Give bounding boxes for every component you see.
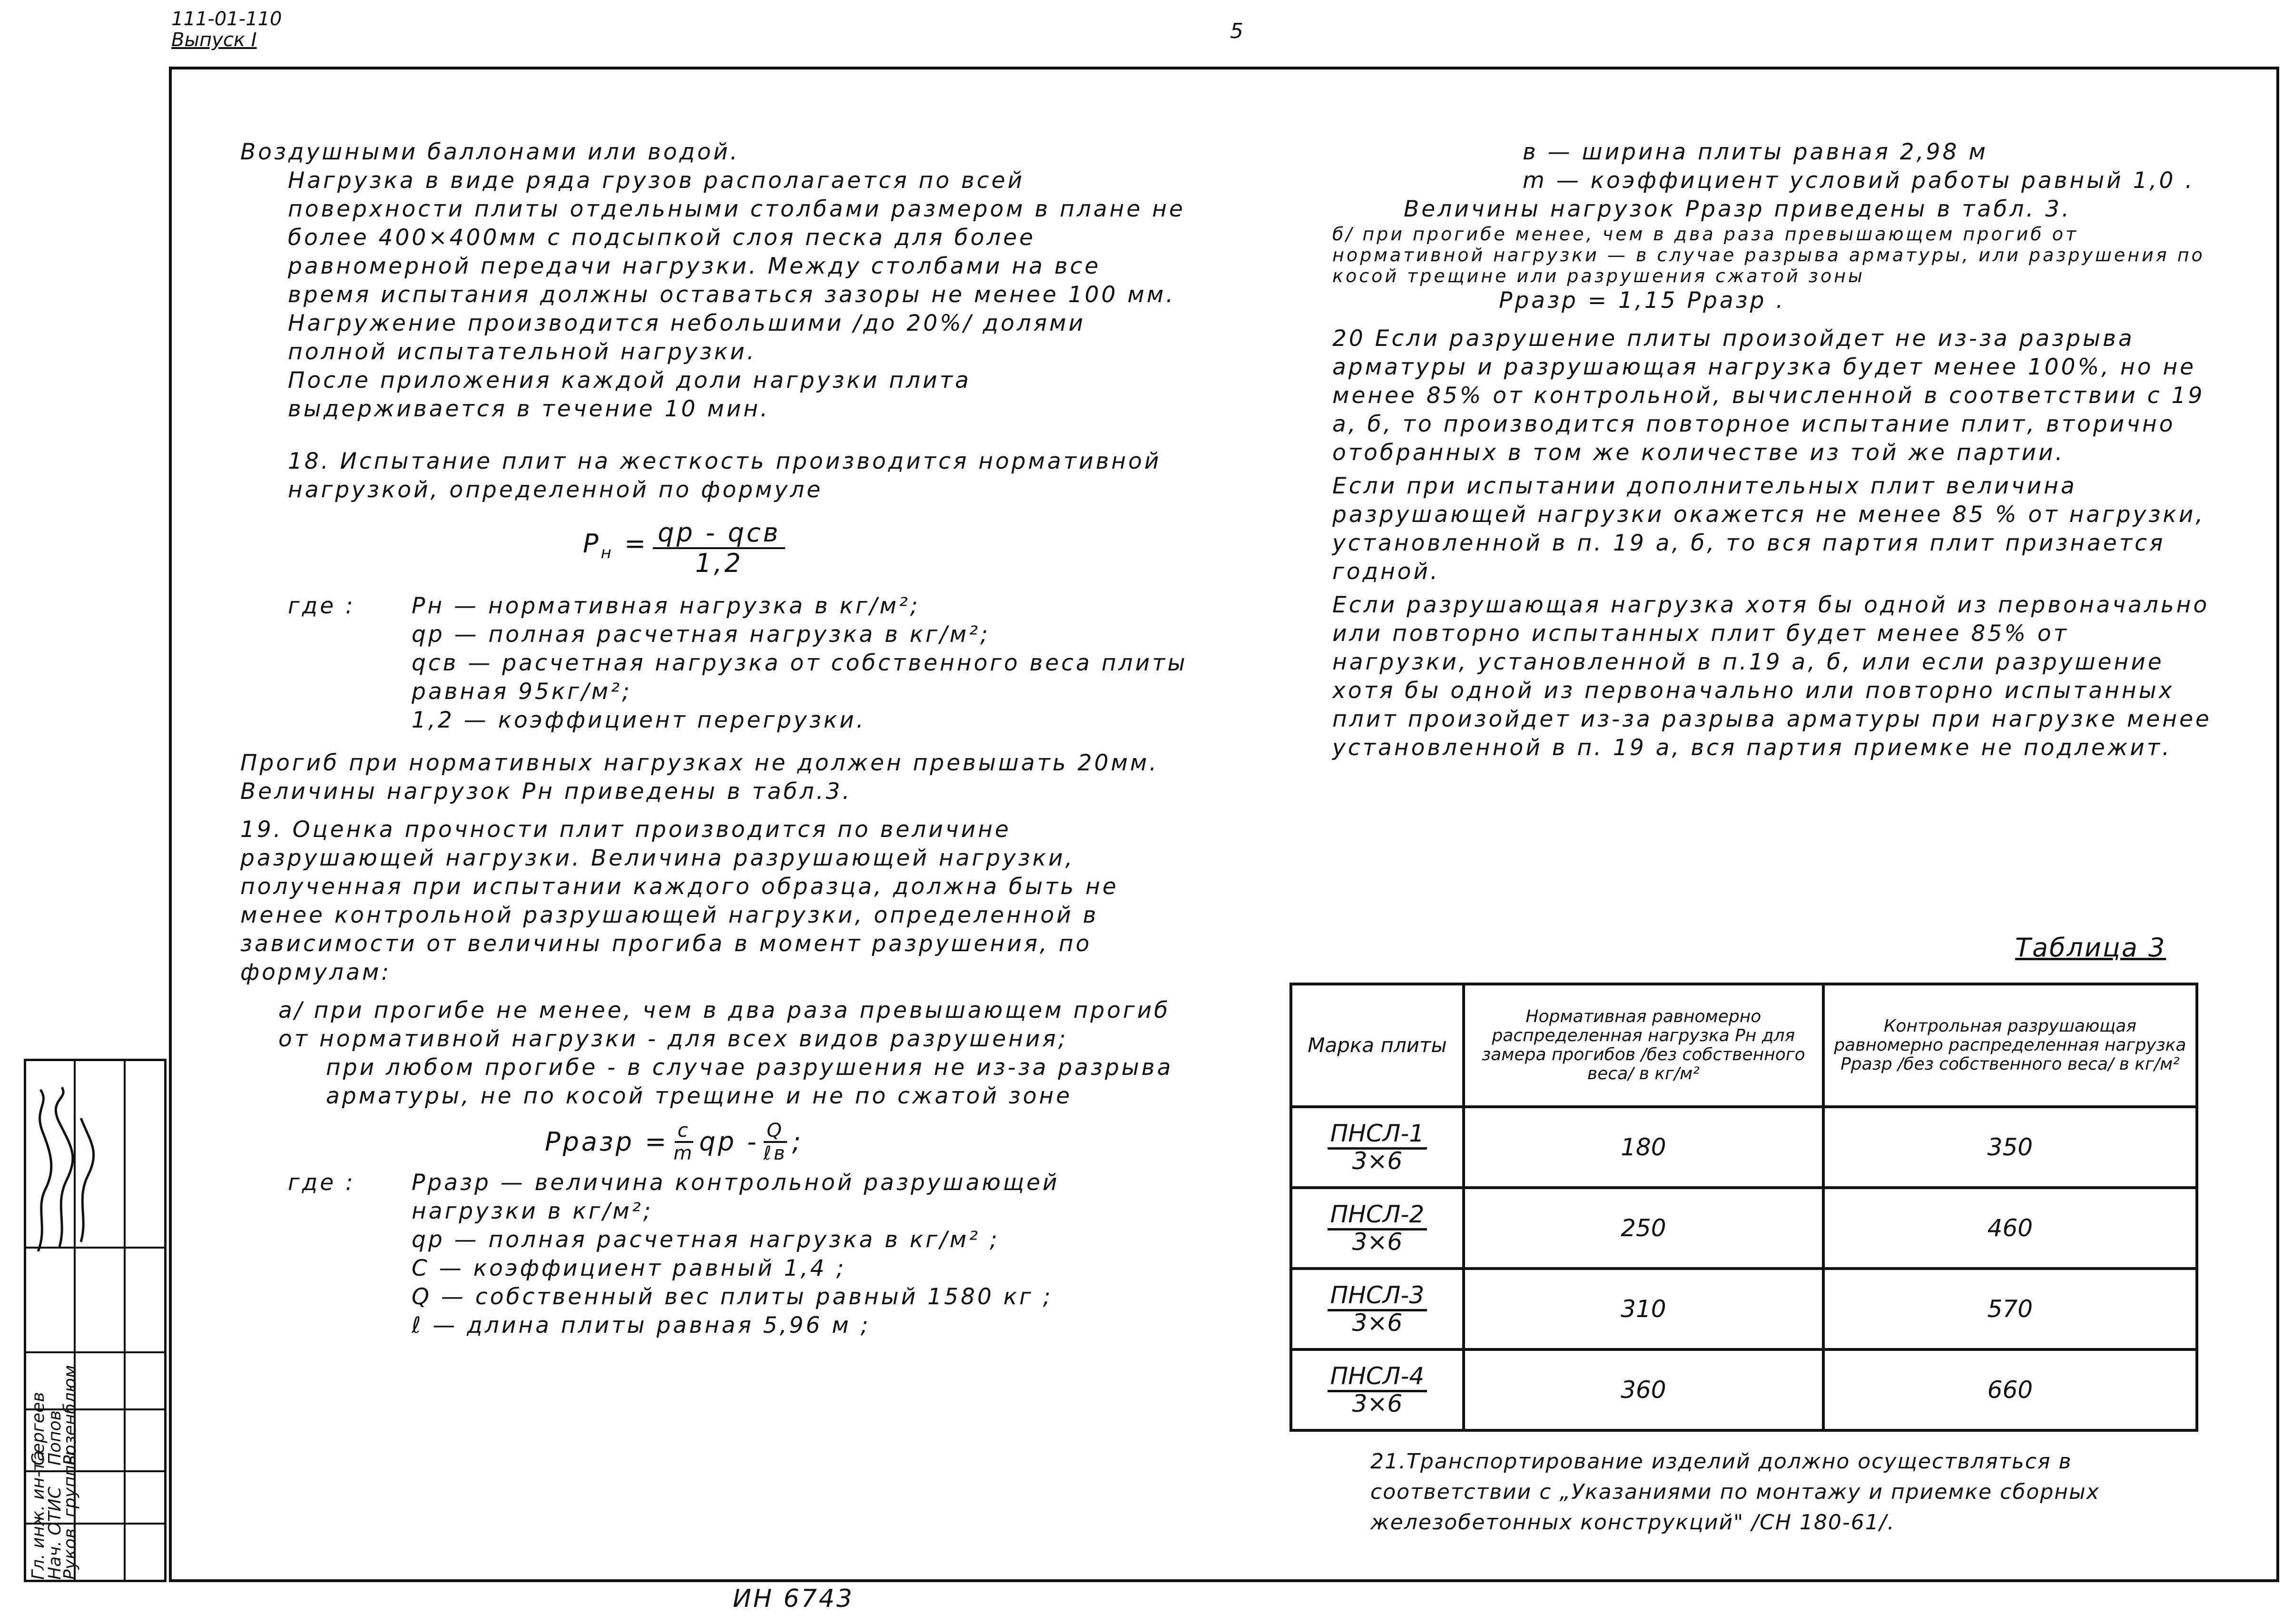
where-item: qp — полная расчетная нагрузка в кг/м²; bbox=[412, 621, 990, 648]
cell-control: 660 bbox=[1823, 1349, 2197, 1430]
where-block-2 bbox=[240, 1169, 1192, 1340]
paragraph: Если разрушающая нагрузка хотя бы одной из первоначально или повторно испытанных плит будет менее 85% от нагрузки, установленной в п.19 а, б, или если разрушение хотя бы одной из первоначально или повторно испытанных плит произойдет из-за разрыва арматуры при нагрузке менее установленной в п. 19 а, вся партия приемке не подлежит. bbox=[1332, 592, 2212, 761]
archive-number: ИН 6743 bbox=[733, 1585, 854, 1613]
table-row bbox=[1291, 1269, 2197, 1349]
where-block-1 bbox=[240, 592, 1192, 735]
where-item: 1,2 — коэффициент перегрузки. bbox=[412, 707, 866, 733]
page-number: 5 bbox=[1230, 19, 1243, 43]
stamp-name: Сергеев bbox=[29, 1392, 48, 1466]
formula-pr-b: Pразр = 1,15 Pразр . bbox=[1499, 287, 1786, 314]
cell-mark: ПНСЛ-2 3×6 bbox=[1291, 1188, 1464, 1269]
paragraph: После приложения каждой доли нагрузки плита выдерживается в течение 10 мин. bbox=[288, 367, 971, 422]
clause-21: 21.Транспортирование изделий должно осуществляться в соответствии с „Указаниями по монтажу и приемке сборных железобетонных конструкций" /СН 180-61/. bbox=[1370, 1449, 2100, 1535]
table-row bbox=[1291, 1188, 2197, 1269]
paragraph: а/ при прогибе не менее, чем в два раза превышающем прогиб от нормативной нагрузки - для всех видов разрушения; bbox=[278, 997, 1171, 1052]
paragraph: Величины нагрузок Pразр приведены в табл. 3. bbox=[1404, 196, 2072, 222]
left-column bbox=[240, 138, 1192, 1340]
formula-lhs: $P_н$ = bbox=[583, 528, 649, 562]
paragraph: Нагрузка в виде ряда грузов располагается по всей поверхности плиты отдельными столбами размером в плане не более 400×400мм с подсыпкой слоя песка для более равномерной передачи нагрузки. Между столбами на все время испытания должны оставаться зазоры не менее 100 мм. bbox=[288, 167, 1185, 308]
where-item: Q — собственный вес плиты равный 1580 кг ; bbox=[412, 1284, 1053, 1310]
cell-mark: ПНСЛ-4 3×6 bbox=[1291, 1349, 1464, 1430]
cell-control: 570 bbox=[1823, 1269, 2197, 1349]
paragraph: Величины нагрузок Pн приведены в табл.3. bbox=[240, 778, 852, 805]
paragraph: 19. Оценка прочности плит производится по величине разрушающей нагрузки. Величина разрушающей нагрузки, полученная при испытании каждого образца, должна быть не менее контрольной разрушающей нагрузки, определенной в зависимости от величины прогиба в момент разрушения, по формулам: bbox=[240, 817, 1119, 985]
cell-control: 350 bbox=[1823, 1107, 2197, 1188]
paragraph: б/ при прогибе менее, чем в два раза превышающем прогиб от нормативной нагрузки — в случае разрыва арматуры, или разрушения по косой трещине или разрушения сжатой зоны bbox=[1332, 224, 2205, 286]
stamp-role: Нач. ОТИС bbox=[45, 1486, 65, 1580]
paragraph: Воздушными баллонами или водой. bbox=[240, 139, 740, 165]
stamp-name: Розенблюм bbox=[60, 1365, 80, 1466]
table-row bbox=[1291, 1349, 2197, 1430]
stamp-role: Руков. группы bbox=[60, 1451, 80, 1580]
paragraph: Если при испытании дополнительных плит величина разрушающей нагрузки окажется не менее 85 % от нагрузки, установленной в п. 19 а, б, то вся партия плит признается годной. bbox=[1332, 473, 2205, 585]
issue-label: Выпуск I bbox=[171, 29, 257, 51]
cell-normative: 360 bbox=[1464, 1349, 1823, 1430]
where-item: Pразр — величина контрольной разрушающей нагрузки в кг/м²; bbox=[412, 1170, 1060, 1224]
paragraph: 18. Испытание плит на жесткость производится нормативной нагрузкой, определенной по формуле bbox=[288, 448, 1161, 503]
where-label: где : bbox=[288, 593, 355, 619]
cell-normative: 310 bbox=[1464, 1269, 1823, 1349]
table-row bbox=[1291, 1107, 2197, 1188]
header-mark: Марка плиты bbox=[1291, 984, 1464, 1107]
table-caption: Таблица 3 bbox=[2015, 933, 2166, 963]
where-label: где : bbox=[288, 1170, 355, 1196]
formula-pn bbox=[583, 519, 1192, 578]
stamp-name: Попов bbox=[45, 1410, 65, 1466]
cell-mark: ПНСЛ-3 3×6 bbox=[1291, 1269, 1464, 1349]
paragraph: 20 Если разрушение плиты произойдет не из-за разрыва арматуры и разрушающая нагрузка будет менее 100%, но не менее 85% от контрольной, вычисленной в соответствии с 19 а, б, то производится повторное испытание плит, вторично отобранных в том же количестве из той же партии. bbox=[1332, 325, 2205, 466]
cell-normative: 180 bbox=[1464, 1107, 1823, 1188]
paragraph: m — коэффициент условий работы равный 1,0 . bbox=[1523, 167, 2195, 194]
cell-mark: ПНСЛ-1 3×6 bbox=[1291, 1107, 1464, 1188]
right-column bbox=[1285, 138, 2213, 762]
paragraph: при любом прогибе - в случае разрушения не из-за разрыва арматуры, не по косой трещине и не по сжатой зоне bbox=[326, 1054, 1173, 1109]
stamp-role: Гл. инж. ин-та bbox=[29, 1450, 48, 1580]
cell-control: 460 bbox=[1823, 1188, 2197, 1269]
signatures bbox=[33, 1085, 105, 1256]
formula-denominator: 1,2 bbox=[695, 548, 743, 578]
formula-numerator: qp - qсв bbox=[653, 519, 785, 549]
table-header-row bbox=[1291, 984, 2197, 1107]
where-item: C — коэффициент равный 1,4 ; bbox=[412, 1255, 846, 1281]
where-item: qp — полная расчетная нагрузка в кг/м² ; bbox=[412, 1227, 1000, 1253]
doc-code: 111-01-110 bbox=[171, 8, 282, 30]
paragraph: Прогиб при нормативных нагрузках не должен превышать 20мм. bbox=[240, 750, 1159, 776]
header-control: Контрольная разрушающая равномерно распределенная нагрузка Pразр /без собственного веса/ в кг/м² bbox=[1823, 984, 2197, 1107]
where-item: Pн — нормативная нагрузка в кг/м²; bbox=[412, 593, 920, 619]
paragraph: Нагружение производится небольшими /до 20%/ долями полной испытательной нагрузки. bbox=[288, 310, 1086, 365]
formula-pr: Pразр = $\frac{c}{m}$ qp - Q ℓв ; bbox=[545, 1120, 803, 1164]
loads-table bbox=[1289, 983, 2198, 1432]
cell-normative: 250 bbox=[1464, 1188, 1823, 1269]
where-item: qсв — расчетная нагрузка от собственного веса плиты равная 95кг/м²; bbox=[412, 650, 1188, 705]
paragraph: в — ширина плиты равная 2,98 м bbox=[1523, 139, 1988, 165]
where-item: ℓ — длина плиты равная 5,96 м ; bbox=[412, 1312, 871, 1339]
header-normative: Нормативная равномерно распределенная нагрузка Pн для замера прогибов /без собственного веса/ в кг/м² bbox=[1464, 984, 1823, 1107]
